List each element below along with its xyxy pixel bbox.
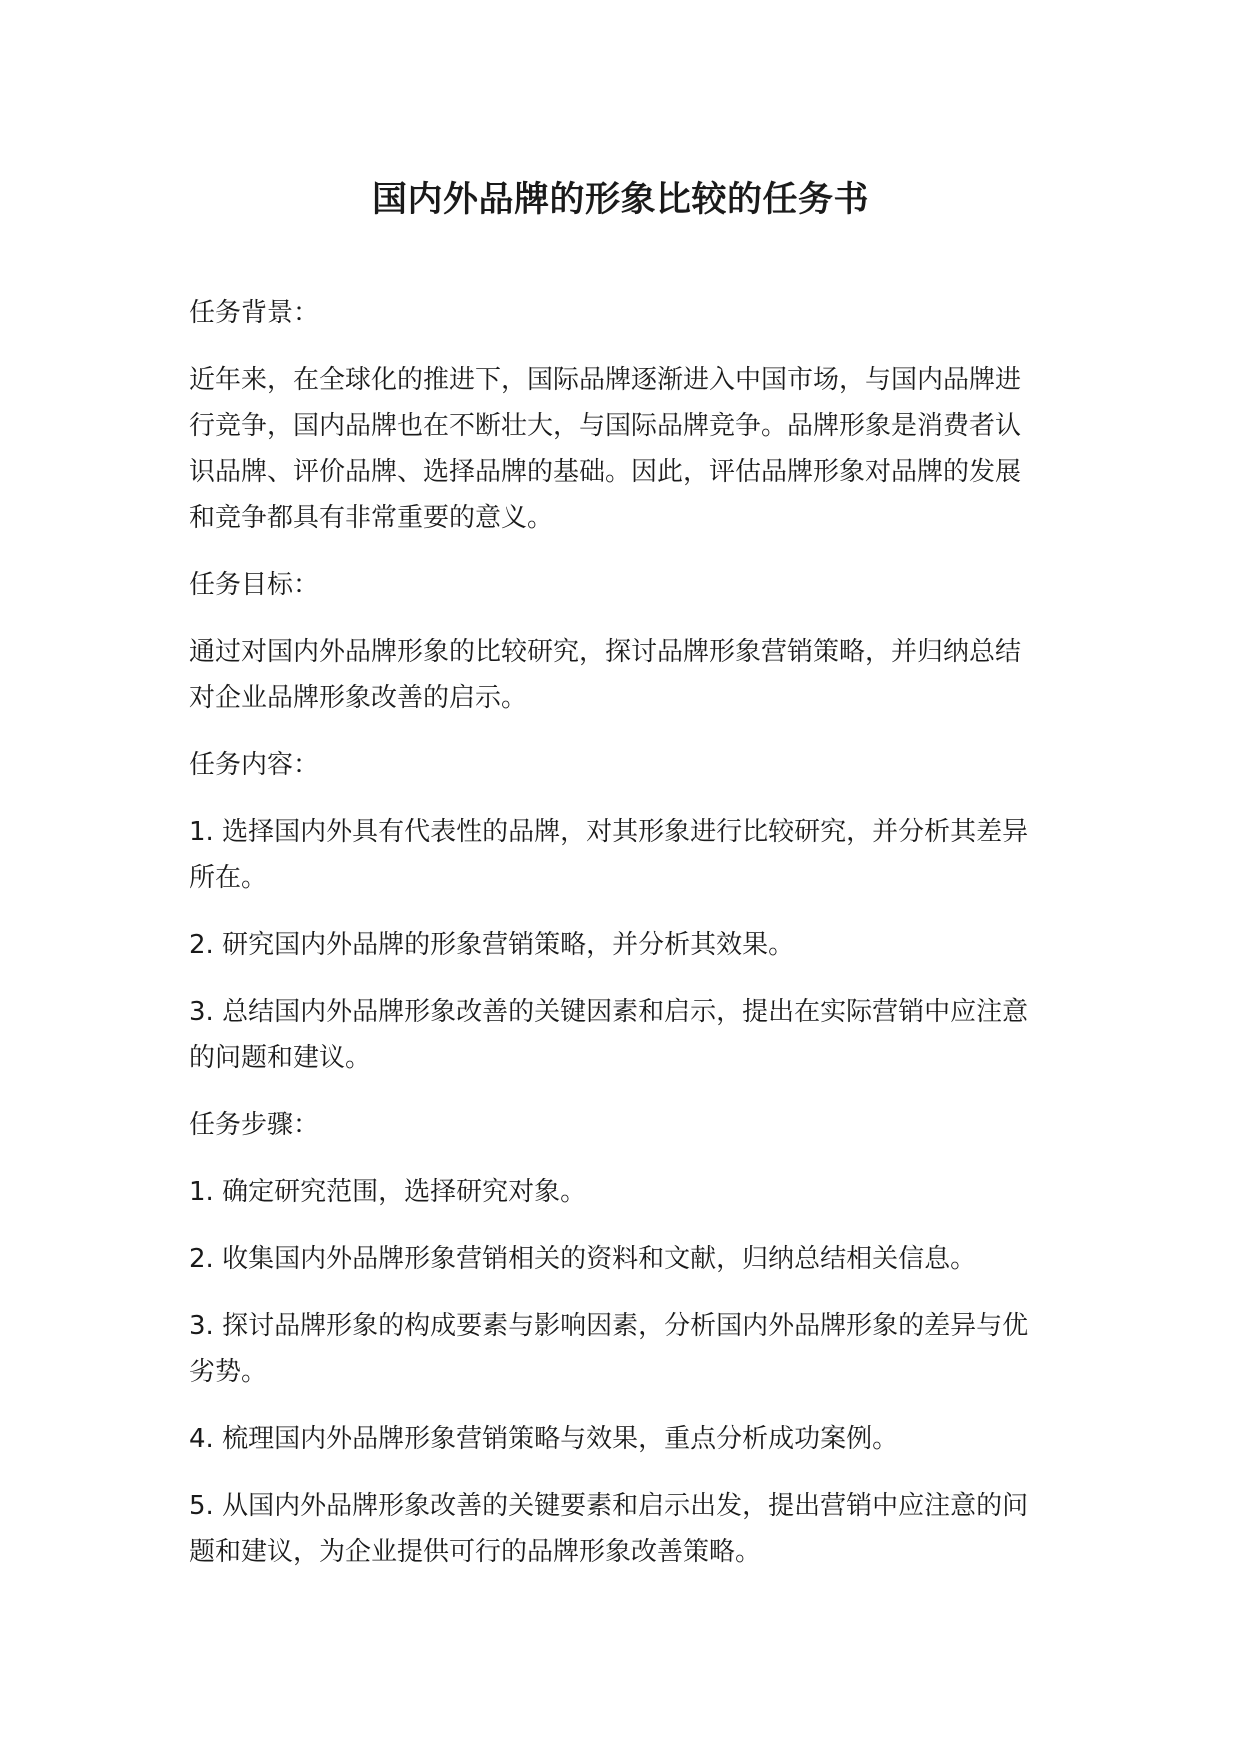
steps-item-4: 4. 梳理国内外品牌形象营销策略与效果，重点分析成功案例。 — [189, 1424, 899, 1454]
document-title: 国内外品牌的形象比较的任务书 — [371, 180, 869, 220]
steps-item-1: 1. 确定研究范围，选择研究对象。 — [189, 1177, 587, 1207]
steps-item-3: 3. 探讨品牌形象的构成要素与影响因素，分析国内外品牌形象的差异与优劣势。 — [189, 1311, 1029, 1387]
goal-heading: 任务目标： — [189, 570, 320, 600]
background-heading: 任务背景： — [189, 298, 320, 328]
steps-item-5: 5. 从国内外品牌形象改善的关键要素和启示出发，提出营销中应注意的问题和建议，为企业提供可行的品牌形象改善策略。 — [189, 1491, 1029, 1567]
content-item-2: 2. 研究国内外品牌的形象营销策略，并分析其效果。 — [189, 930, 795, 960]
goal-text: 通过对国内外品牌形象的比较研究，探讨品牌形象营销策略，并归纳总结对企业品牌形象改善的启示。 — [189, 637, 1022, 713]
background-text: 近年来，在全球化的推进下，国际品牌逐渐进入中国市场，与国内品牌进行竞争，国内品牌也在不断壮大，与国际品牌竞争。品牌形象是消费者认识品牌、评价品牌、选择品牌的基础。因此，评估品牌形象对品牌的发展和竞争都具有非常重要的意义。 — [189, 365, 1022, 533]
steps-heading: 任务步骤： — [189, 1110, 320, 1140]
steps-item-2: 2. 收集国内外品牌形象营销相关的资料和文献，归纳总结相关信息。 — [189, 1244, 977, 1274]
content-heading: 任务内容： — [189, 750, 320, 780]
document-body — [189, 290, 1041, 1575]
content-item-1: 1. 选择国内外具有代表性的品牌，对其形象进行比较研究，并分析其差异所在。 — [189, 817, 1029, 893]
content-item-3: 3. 总结国内外品牌形象改善的关键因素和启示，提出在实际营销中应注意的问题和建议。 — [189, 997, 1029, 1073]
